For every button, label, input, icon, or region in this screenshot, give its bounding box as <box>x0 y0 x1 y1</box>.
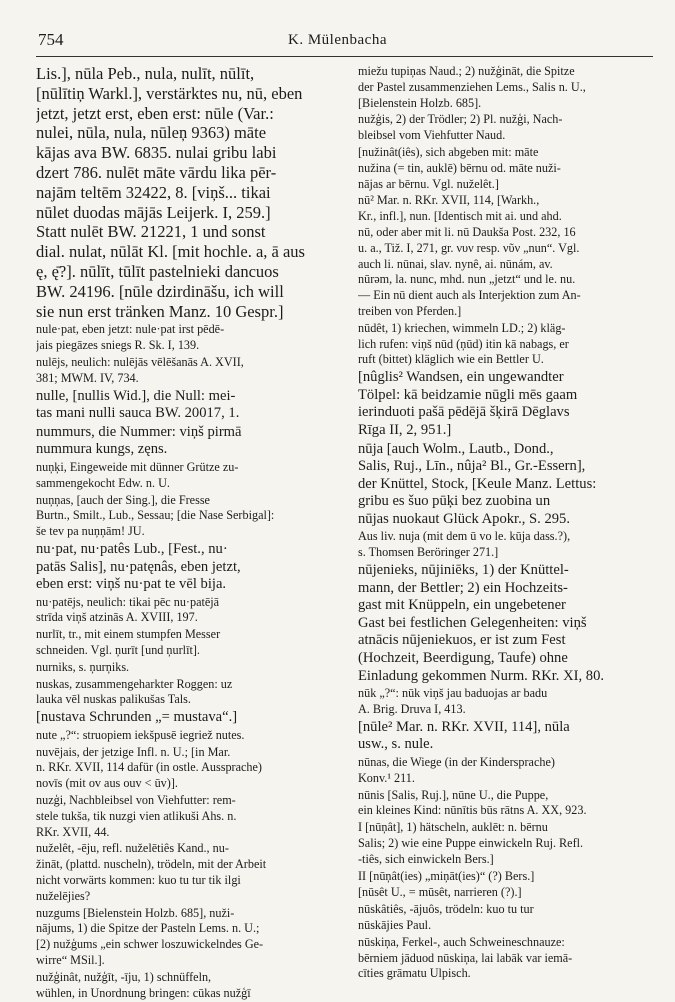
dictionary-entry: nūjenieks, nūjiniēks, 1) der Knüttel- mann, der Bettler; 2) ein Hochzeits- gast mit Knüppeln, ein ungebetener Gast bei festlichen Gelegenheiten: viņš atnācis nūjeniekuos, er ist zum Fest (Hochzeit, Beerdigung, Taufe) ohne Einladung gekommen Nurm. RKr. XI, 80. <box>358 562 605 684</box>
dictionary-entry: nūnis [Salis, Ruj.], nūne U., die Puppe, ein kleines Kind: nūnītis būs rātns A. XX, 923. <box>358 787 587 818</box>
dictionary-entry: nurlīt, tr., mit einem stumpfen Messer schneiden. Vgl. ņurīt [und ņurlīt]. <box>36 627 221 658</box>
dictionary-entry: nurniks, s. ņurņiks. <box>36 659 130 674</box>
dictionary-entry: nūskiņa, Ferkel-, auch Schweineschnauze: bērniem jāduod nūskiņa, lai labāk var iemā- cīties grāmatu Ulpisch. <box>358 934 573 981</box>
dictionary-entry: nūnas, die Wiege (in der Kindersprache) Konv.¹ 211. <box>358 755 555 785</box>
dictionary-entry: nulējs, neulich: nulējās vēlēšanās A. XVII, 381; MWM. IV, 734. <box>36 354 244 385</box>
dictionary-entry: nuvējais, der jetzige Infl. n. U.; [in Mar. n. RKr. XVII, 114 dafür (in ostle. Aussprache) novīs (mit ov aus ouv < ūv)]. <box>36 744 262 791</box>
dictionary-entry: nuņķi, Eingeweide mit dünner Grütze zu- sammengekocht Edw. n. U. <box>36 459 239 490</box>
dictionary-entry: miežu tupiņas Naud.; 2) nužģināt, die Spitze der Pastel zusammenziehen Lems., Salis n. U., [Bielenstein Holzb. 685]. <box>358 64 586 110</box>
dictionary-entry: nūdêt, 1) kriechen, wimmeln LD.; 2) kläg- lich rufen: viņš nūd (ņūd) itin kā nabags, er ruft (bittet) kläglich wie ein Bettler U. <box>358 320 569 367</box>
dictionary-entry: nužģis, 2) der Trödler; 2) Pl. nužģi, Nach- bleibsel vom Viehfutter Naud. <box>358 112 563 143</box>
left-column <box>36 64 334 1002</box>
dictionary-entry: [nužinât(iês), sich abgeben mit: māte nužina (= tin, auklē) bērnu od. māte nuži- nājas ar bērnu. Vgl. nuželêt.] <box>358 144 561 191</box>
dictionary-entry: II [nūņât(ies) „miņāt(ies)“ (?) Bers.] <box>358 868 535 883</box>
dictionary-entry: nuņņas, [auch der Sing.], die Fresse Burtn., Smilt., Lub., Sessau; [die Nase Serbigal]: še tev pa nuņņām! JU. <box>36 492 275 539</box>
page-number: 754 <box>38 30 64 49</box>
dictionary-entry: Lis.], nūla Peb., nula, nulīt, nūlīt, [nūlītiņ Warkl.], verstärktes nu, nū, eben jetzt, jetzt erst, eben erst: nūle (Var.: nulei, nūla, nula, nūleņ 9363) māte kājas ava BW. 6835. nulai gribu labi dzert 786. nulēt māte vārdu lika pēr- najām teltēm 32422, 8. [viņš... tikai nūlet duodas mājās Leijerk. I, 259.] Statt nulēt BW. 21221, 1 und sonst dial. nulat, nūlāt Kl. [mit hochle. a, ā aus ę, ę̄?]. nūlīt, tūlīt pastelnieki dancuos BW. 24196. [nūle dzirdināšu, ich will sie nun erst tränken Manz. 10 Gespr.] <box>36 64 305 321</box>
dictionary-entry: nužģinât, nužģīt, -īju, 1) schnüffeln, wühlen, in Unordnung bringen: cūkas nužģī <box>36 969 251 1000</box>
running-head: K. Mülenbacha <box>288 32 387 48</box>
dictionary-entry: nūskâtiês, -ājuôs, trödeln: kuo tu tur nūskājies Paul. <box>358 902 534 932</box>
dictionary-entry: Aus liv. nuja (mit dem ū vo le. kūja dass.?), s. Thomsen Beröringer 271.] <box>358 529 571 560</box>
dictionary-entry: [nûglis² Wandsen, ein ungewandter Tölpel: kā beidzamie nūgli mēs gaam ierinduoti pašā pēdējā šķirā Dēglavs Rīga II, 2, 951.] <box>358 369 578 438</box>
dictionary-entry: nuzģi, Nachbleibsel von Viehfutter: rem- stele tukša, tik nuzgi vien atlikuši Ahs. n. RKr. XVII, 44. <box>36 793 237 839</box>
dictionary-entry: nu·pat, nu·patês Lub., [Fest., nu· patās Salis], nu·patęnâs, eben jetzt, eben erst: viņš nu·pat te vēl bija. <box>36 540 241 593</box>
dictionary-entry: nu·patējs, neulich: tikai pēc nu·patējā strīda viņš atzinās A. XVIII, 197. <box>36 594 220 625</box>
dictionary-entry: [nūsêt U., = mūsêt, narrieren (?).] <box>358 885 522 900</box>
dictionary-entry: [nūle² Mar. n. RKr. XVII, 114], nūla usw., s. nule. <box>358 718 570 753</box>
dictionary-entry: [nustava Schrunden „= mustava“.] <box>36 709 238 726</box>
dictionary-entry: nuzgums [Bielenstein Holzb. 685], nuži- nājums, 1) die Spitze der Pasteln Lems. n. U.; [2) nužģums „ein schwer loszuwickelndes Ge- wirre“ MSil.]. <box>36 905 264 968</box>
dictionary-entry: nute „?“: struopiem iekšpusē iegriež nutes. <box>36 727 245 742</box>
dictionary-entry: nuskas, zusammengeharkter Roggen: uz lauka vēl nuskas palikušas Tals. <box>36 676 233 707</box>
dictionary-entry: nuželêt, -ēju, refl. nuželētiês Kand., nu- žināt, (plattd. nuscheln), trödeln, mit der Arbeit nicht vorwärts kommen: kuo tu tur tik ilgi nuželējies? <box>36 841 267 903</box>
dictionary-entry: nulle, [nullis Wid.], die Null: mei- tas mani nulli sauca BW. 20017, 1. <box>36 387 240 422</box>
dictionary-entry: nū² Mar. n. RKr. XVII, 114, [Warkh., Kr., infl.], nun. [Identisch mit ai. und ahd. nū, oder aber mit li. nū Daukša Post. 232, 16 u. a., Tiž. I, 271, gr. νυν resp. νῦν „nun“. Vgl. auch li. nūnai, slav. nynê, ai. nūnám, av. nūrəm, la. nunc, mhd. nun „jetzt“ und le. nu. — Ein nū dient auch als Interjektion zum An- treiben von Pferden.] <box>358 193 581 318</box>
dictionary-entry: I [nūņât], 1) hätscheln, auklēt: n. bērnu Salis; 2) wie eine Puppe einwickeln Ruj. Refl. -tiês, sich einwickeln Bers.] <box>358 820 584 866</box>
right-column <box>358 64 654 983</box>
header-rule <box>36 56 653 57</box>
dictionary-entry: nūk „?“: nūk viņš jau baduojas ar badu A. Brig. Druva I, 413. <box>358 686 548 717</box>
dictionary-entry: nule·pat, eben jetzt: nule·pat irst pēdē- jais piegāzes sniegs R. Sk. I, 139. <box>36 322 225 353</box>
dictionary-entry: nūja [auch Wolm., Lautb., Dond., Salis, Ruj., Līn., nûja² Bl., Gr.-Essern], der Knüttel, Stock, [Keule Manz. Lettus: gribu es šuo pūķi bez zuobina un nūjas nuokaut Glück Apokr., S. 295. <box>358 440 597 527</box>
dictionary-entry: nummurs, die Nummer: viņš pirmā nummura kungs, zęns. <box>36 423 242 458</box>
